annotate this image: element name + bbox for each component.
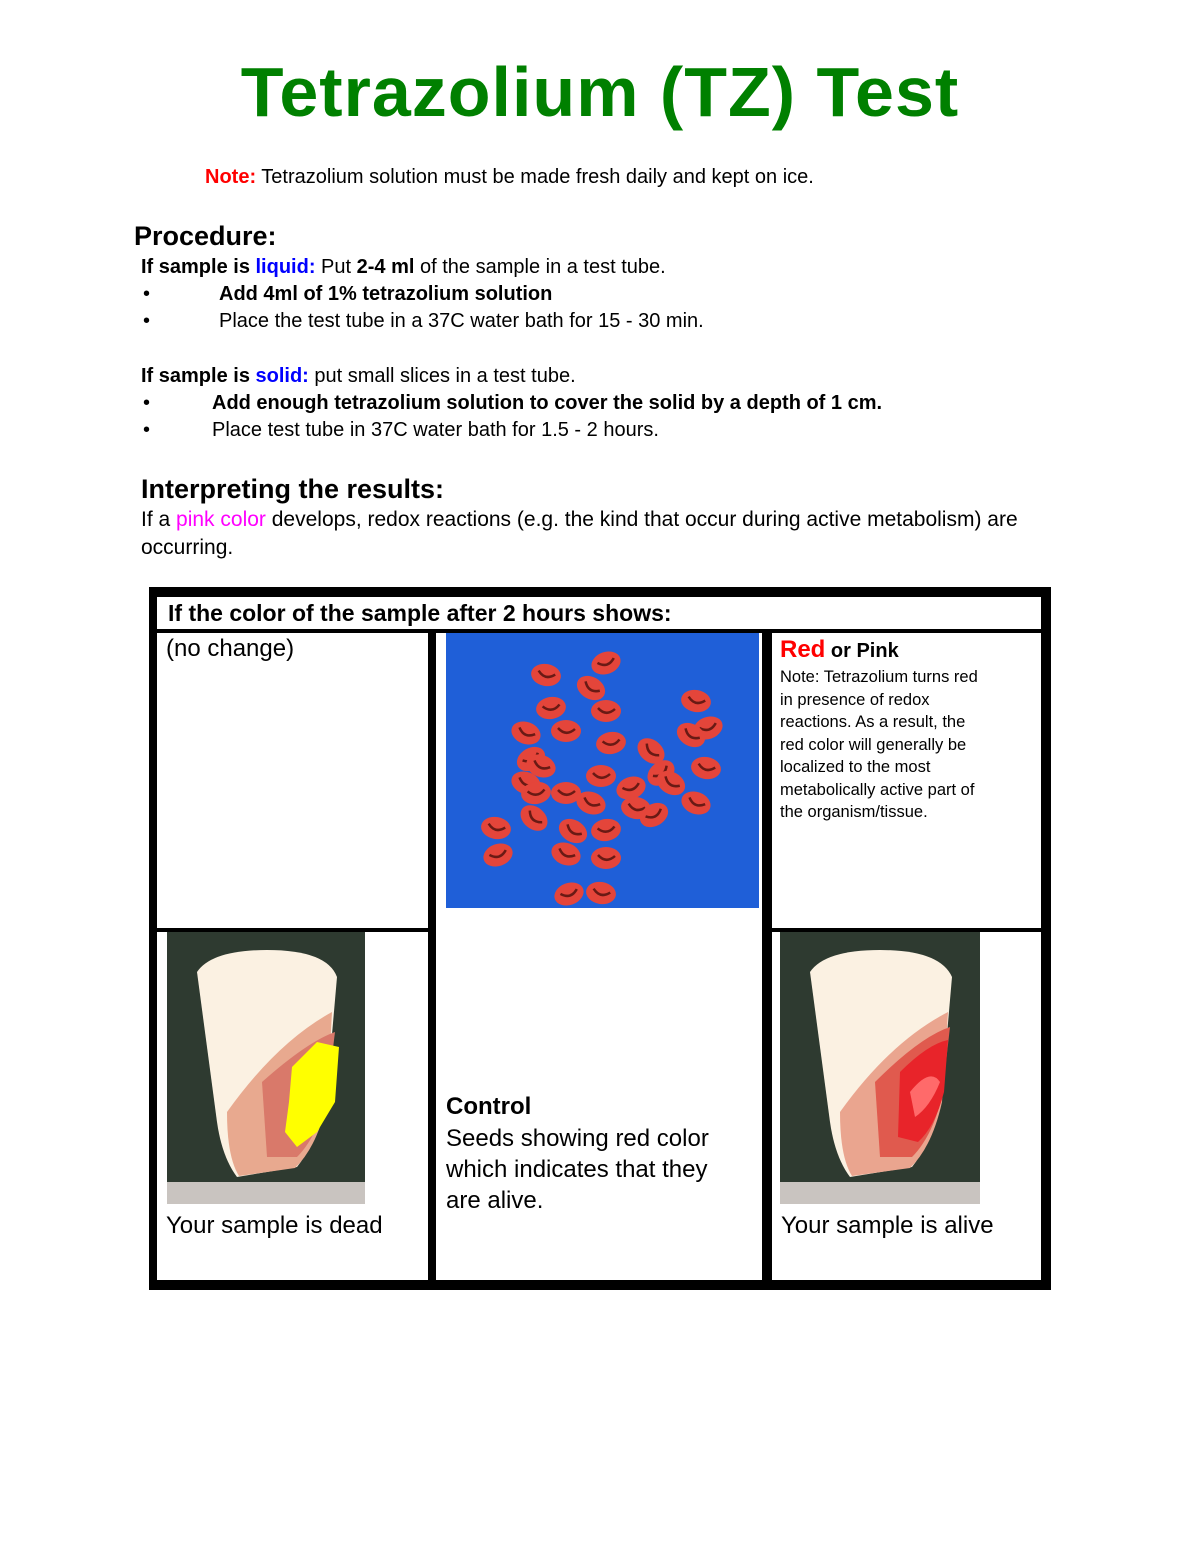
solid-text: put small slices in a test tube. <box>308 365 576 387</box>
seed-shape <box>551 782 581 804</box>
liquid-keyword: liquid: <box>255 256 316 278</box>
red-pink-cell <box>772 633 1041 928</box>
procedure-heading: Procedure: <box>134 221 277 251</box>
liquid-text2: of the sample in a test tube. <box>414 256 666 278</box>
interpreting-text-b: develops, redox reactions (e.g. the kind that occur during active metabolism) are <box>265 508 1018 531</box>
fresh-solution-note <box>205 165 814 189</box>
solid-instruction <box>141 363 576 389</box>
interpreting-text-a: If a <box>141 508 177 531</box>
alive-caption: Your sample is alive <box>781 1212 994 1239</box>
results-table <box>149 587 1051 1290</box>
liquid-text1: Put <box>315 256 357 278</box>
note-text: Tetrazolium solution must be made fresh daily and kept on ice. <box>256 166 814 188</box>
control-line: Seeds showing red color <box>446 1125 709 1152</box>
control-seeds-image <box>446 633 759 908</box>
red-note-line: metabolically active part of <box>780 780 975 799</box>
liquid-step-1-bullet: • <box>143 283 151 305</box>
solid-step-1-bullet: • <box>143 392 151 414</box>
solid-prefix: If sample is <box>141 365 256 387</box>
table-header: If the color of the sample after 2 hours shows: <box>168 600 672 626</box>
note-label: Note: <box>205 166 257 188</box>
seed-shape <box>591 700 621 722</box>
dead-caption: Your sample is dead <box>166 1212 383 1239</box>
or-pink: or Pink <box>825 640 899 662</box>
red-note-line: Note: Tetrazolium turns red <box>780 668 978 686</box>
red-pink-label <box>780 635 899 666</box>
red-note-line: red color will generally be <box>780 735 967 754</box>
alive-seed-image <box>780 932 980 1204</box>
no-change-cell <box>157 633 428 928</box>
control-line: are alive. <box>446 1187 544 1214</box>
control-line: which indicates that they <box>446 1156 708 1183</box>
solid-step-2-bullet: • <box>143 419 151 441</box>
red-note-line: in presence of redox <box>780 690 930 709</box>
liquid-prefix: If sample is <box>141 256 256 278</box>
solid-step-2: Place test tube in 37C water bath for 1.5 - 2 hours. <box>212 419 659 441</box>
liquid-step-1: Add 4ml of 1% tetrazolium solution <box>219 283 553 305</box>
red-note-line: the organism/tissue. <box>780 803 928 821</box>
seed-shape <box>591 847 621 869</box>
interpreting-line-2: occurring. <box>141 536 234 559</box>
seed-shape <box>586 765 616 787</box>
no-change-label: (no change) <box>166 635 295 662</box>
red-note-line: reactions. As a result, the <box>780 713 966 731</box>
control-title: Control <box>446 1093 532 1120</box>
control-cell <box>436 633 762 1280</box>
liquid-instruction <box>141 254 666 280</box>
alive-cell <box>772 932 1041 1280</box>
solid-keyword: solid: <box>255 365 309 387</box>
liquid-amount: 2-4 ml <box>356 256 415 278</box>
interpreting-line-1 <box>141 507 1018 533</box>
liquid-step-2: Place the test tube in a 37C water bath for 15 - 30 min. <box>219 310 704 332</box>
control-description <box>446 1123 709 1216</box>
dead-seed-image <box>167 932 365 1204</box>
interpreting-heading: Interpreting the results: <box>141 474 445 504</box>
red-word: Red <box>780 636 826 663</box>
seed-shape <box>551 720 581 742</box>
red-note-line: localized to the most <box>780 758 931 776</box>
red-note <box>780 666 978 824</box>
pink-color-phrase: pink color <box>176 508 266 531</box>
solid-step-1: Add enough tetrazolium solution to cover the solid by a depth of 1 cm. <box>212 392 883 414</box>
liquid-step-2-bullet: • <box>143 310 151 332</box>
table-header-cell <box>157 597 1041 629</box>
dead-cell <box>157 932 428 1280</box>
page-title: Tetrazolium (TZ) Test <box>240 53 960 131</box>
